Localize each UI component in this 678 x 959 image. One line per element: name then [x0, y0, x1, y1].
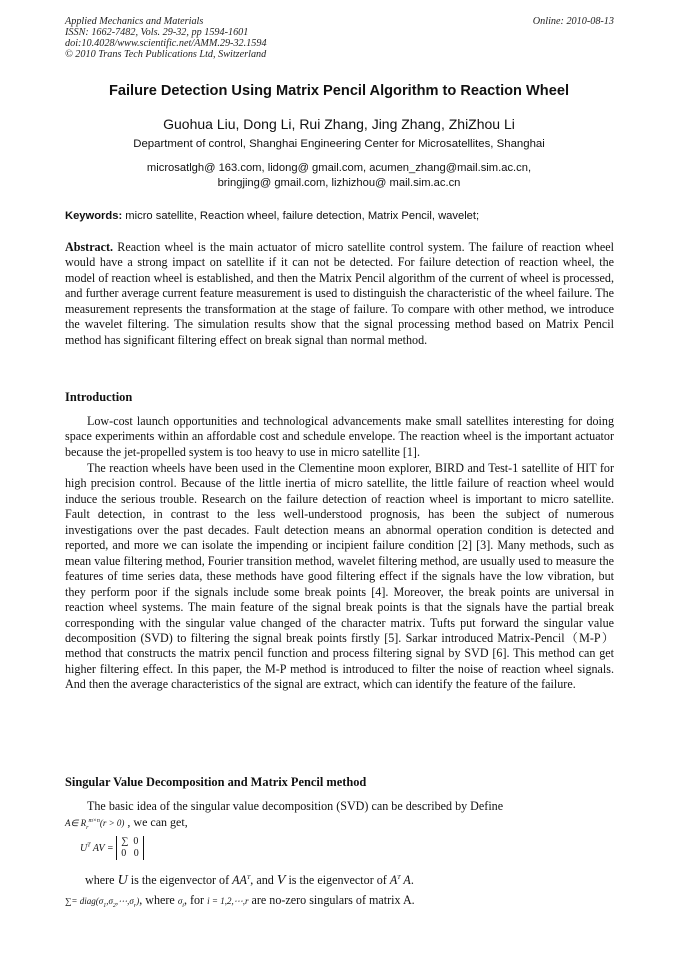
- eigenvector-line: where U is the eigenvector of $AA^T$, and V is the eigenvector of $A^T$ A.: [85, 873, 414, 888]
- keywords: [65, 210, 625, 222]
- svd-equation: $U^T$ AV = ∑ 0 0 0: [80, 836, 144, 860]
- svd-definition-line: [65, 815, 188, 831]
- section-heading-svd: Singular Value Decomposition and Matrix Pencil method: [65, 775, 367, 789]
- matrix-definition-formula: A∈ $R_r^{m\times n}(r > 0)$: [65, 818, 125, 831]
- svd-result-matrix: ∑ 0 0 0: [116, 836, 144, 860]
- section-heading-introduction: Introduction: [65, 390, 133, 404]
- intro-paragraph-1: Low-cost launch opportunities and technological advancements make small satellites interesting for doing space experiments within an affordable cost and schedule envelope. The reaction wheel is the important actuator because the jet-propelled system is too heavy to use in micro satellite [1].: [65, 414, 614, 459]
- singular-values-line: ∑= $diag(\sigma_1,\sigma_2,\cdots,\sigma_r)$, where $\sigma_i$, for i = 1,2,⋯,r are no-zero singulars of matrix A.: [65, 893, 415, 909]
- emails-line-2: bringjing@ gmail.com, lizhizhou@ mail.sim.ac.cn: [217, 177, 461, 189]
- definition-tail: , we can get,: [127, 815, 188, 829]
- abstract-text: Reaction wheel is the main actuator of micro satellite control system. The failure of reaction wheel would have a strong impact on satellite if it can not be detected. For failure detection of reaction wheel, the model of reaction wheel is established, and then the Matrix Pencil algorithm of the current of wheel is processed, and further average current feature measurement is used to distinguish the characteristic of the wheel failure. The measurement represents the transformation at the stage of failure. To compare with other method, we introduce the wavelet filtering. The simulation results show that the signal processing method based on Matrix Pencil method has significant filtering effect on break signal than normal method.: [65, 240, 614, 347]
- affiliation: Department of control, Shanghai Engineering Center for Microsatellites, Shanghai: [133, 138, 545, 150]
- copyright-line: © 2010 Trans Tech Publications Ltd, Switzerland: [65, 49, 267, 60]
- intro-paragraph-2: The reaction wheels have been used in the Clementine moon explorer, BIRD and Test-1 satellite of HIT for high precision control. Because of the little inertia of micro satellite, the little failure of reaction wheel would induce the serious trouble. Research on the failure detection of reaction wheel is important to micro satellite. Fault detection, in contrast to the less well-understood prognosis, has been the subject of numerous investigations over the past decades. Fault detection means an abnormal operation condition is detected and reported, and more we can isolate the impending or incipient failure condition [2] [3]. Many methods, such as mean value filtering method, Fourier transition method, wavelet filtering method, are usually used to measure the features of time series data, these methods have good filtering effect if the signals have the low vibration, but they perform poor if the signals include some break points [4]. Moreover, the break points are universal in reaction wheel systems. The main feature of the signal break points is that the signals have the partial break corresponding with the singular value changed of the character matrix. Tufts put forward the singular value decomposition (SVD) to filtering the signal break points firstly [5]. Sarkar introduced Matrix-Pencil（M-P）method that constructs the matrix pencil function and process filtering signal by SVD [6]. This method can get higher filtering effect. In this paper, the M-P method is introduced to filter the noise of reaction wheel signals. And then the average characteristics of the signal are extract, which can identify the feature of the failure.: [65, 461, 614, 692]
- online-date: Online: 2010-08-13: [532, 16, 614, 27]
- abstract: [65, 240, 614, 348]
- author-list: Guohua Liu, Dong Li, Rui Zhang, Jing Zhang, ZhiZhou Li: [163, 116, 515, 132]
- doi-line: doi:10.4028/www.scientific.net/AMM.29-32.1594: [65, 38, 267, 49]
- abstract-label: Abstract.: [65, 240, 114, 254]
- paper-title: Failure Detection Using Matrix Pencil Algorithm to Reaction Wheel: [108, 83, 570, 99]
- emails-line-1: microsatlgh@ 163.com, lidong@ gmail.com, acumen_zhang@mail.sim.ac.cn,: [146, 162, 532, 174]
- issn-line: ISSN: 1662-7482, Vols. 29-32, pp 1594-1601: [65, 27, 249, 38]
- author-emails: [60, 161, 618, 191]
- svd-paragraph-1: The basic idea of the singular value decomposition (SVD) can be described by Define: [87, 799, 504, 813]
- journal-name: Applied Mechanics and Materials: [65, 16, 204, 27]
- keywords-text: micro satellite, Reaction wheel, failure detection, Matrix Pencil, wavelet;: [122, 210, 480, 222]
- keywords-label: Keywords:: [65, 210, 123, 222]
